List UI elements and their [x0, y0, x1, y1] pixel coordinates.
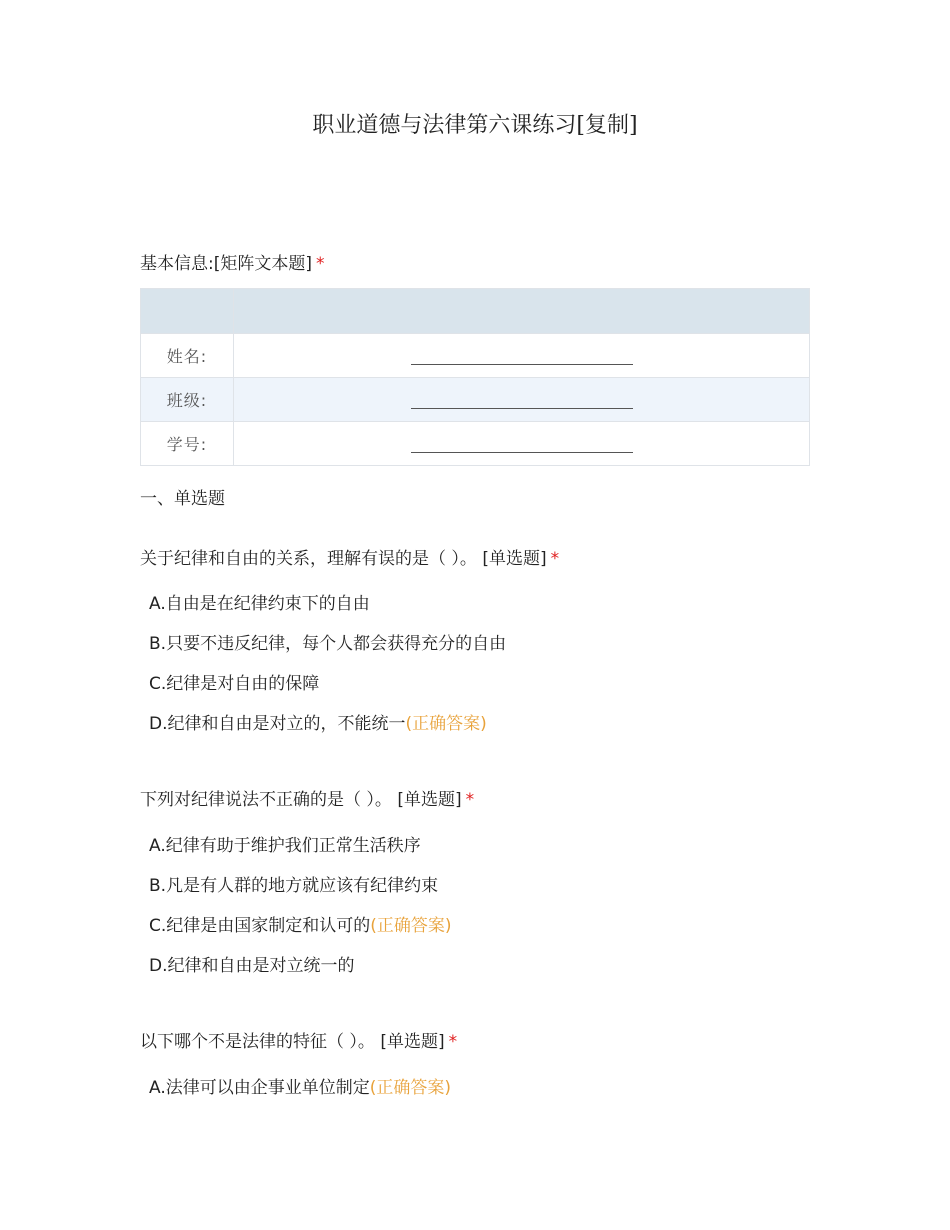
- option-item[interactable]: [149, 712, 487, 736]
- required-mark: *: [316, 254, 325, 274]
- matrix-row-label: 姓名:: [141, 334, 234, 378]
- basic-info-matrix: [140, 288, 810, 466]
- option-item[interactable]: [149, 954, 355, 978]
- page-title: 职业道德与法律第六课练习[复制]: [312, 113, 638, 138]
- section-title: 一、单选题: [140, 489, 225, 509]
- option-text: A.自由是在纪律约束下的自由: [149, 594, 370, 614]
- name-field[interactable]: [234, 334, 810, 378]
- matrix-row-name: [141, 334, 810, 378]
- option-text: B.凡是有人群的地方就应该有纪律约束: [149, 876, 439, 896]
- option-item[interactable]: [149, 914, 452, 938]
- question-stem: 下列对纪律说法不正确的是（ ）。: [140, 790, 392, 810]
- option-item[interactable]: [149, 1076, 451, 1100]
- matrix-header-cell: [141, 289, 234, 334]
- question-type: [单选题]: [482, 549, 547, 569]
- basic-info-heading: [140, 252, 325, 276]
- question-stem: 关于纪律和自由的关系，理解有误的是（ ）。: [140, 549, 477, 569]
- matrix-row-label: 学号:: [141, 422, 234, 466]
- matrix-row-label: 班级:: [141, 378, 234, 422]
- option-item[interactable]: [149, 672, 319, 696]
- option-text: D.纪律和自由是对立统一的: [149, 956, 355, 976]
- option-text: A.法律可以由企事业单位制定: [149, 1078, 370, 1098]
- option-text: D.纪律和自由是对立的，不能统一: [149, 714, 406, 734]
- option-item[interactable]: [149, 592, 370, 616]
- correct-answer-mark: (正确答案): [405, 714, 487, 734]
- correct-answer-mark: (正确答案): [370, 916, 452, 936]
- question-1-heading: [140, 547, 559, 571]
- option-text: C.纪律是对自由的保障: [149, 674, 320, 694]
- option-text: B.只要不违反纪律，每个人都会获得充分的自由: [149, 634, 507, 654]
- required-mark: *: [550, 549, 560, 569]
- matrix-header-cell: [234, 289, 810, 334]
- required-mark: *: [465, 790, 475, 810]
- option-text: C.纪律是由国家制定和认可的: [149, 916, 371, 936]
- basic-info-label: 基本信息:: [140, 254, 214, 274]
- blank-line: [411, 350, 633, 365]
- question-stem: 以下哪个不是法律的特征（ ）。: [140, 1032, 375, 1052]
- option-item[interactable]: [149, 874, 438, 898]
- question-type: [单选题]: [380, 1032, 445, 1052]
- matrix-row-student-id: [141, 422, 810, 466]
- question-type: [矩阵文本题]: [213, 254, 312, 274]
- question-2-heading: [140, 788, 474, 812]
- correct-answer-mark: (正确答案): [369, 1078, 451, 1098]
- option-item[interactable]: [149, 834, 421, 858]
- matrix-header-row: [141, 289, 810, 334]
- blank-line: [411, 438, 633, 453]
- question-3-heading: [140, 1030, 457, 1054]
- option-text: A.纪律有助于维护我们正常生活秩序: [149, 836, 421, 856]
- matrix-row-class: [141, 378, 810, 422]
- blank-line: [411, 394, 633, 409]
- class-field[interactable]: [234, 378, 810, 422]
- student-id-field[interactable]: [234, 422, 810, 466]
- option-item[interactable]: [149, 632, 506, 656]
- required-mark: *: [448, 1032, 458, 1052]
- question-type: [单选题]: [397, 790, 462, 810]
